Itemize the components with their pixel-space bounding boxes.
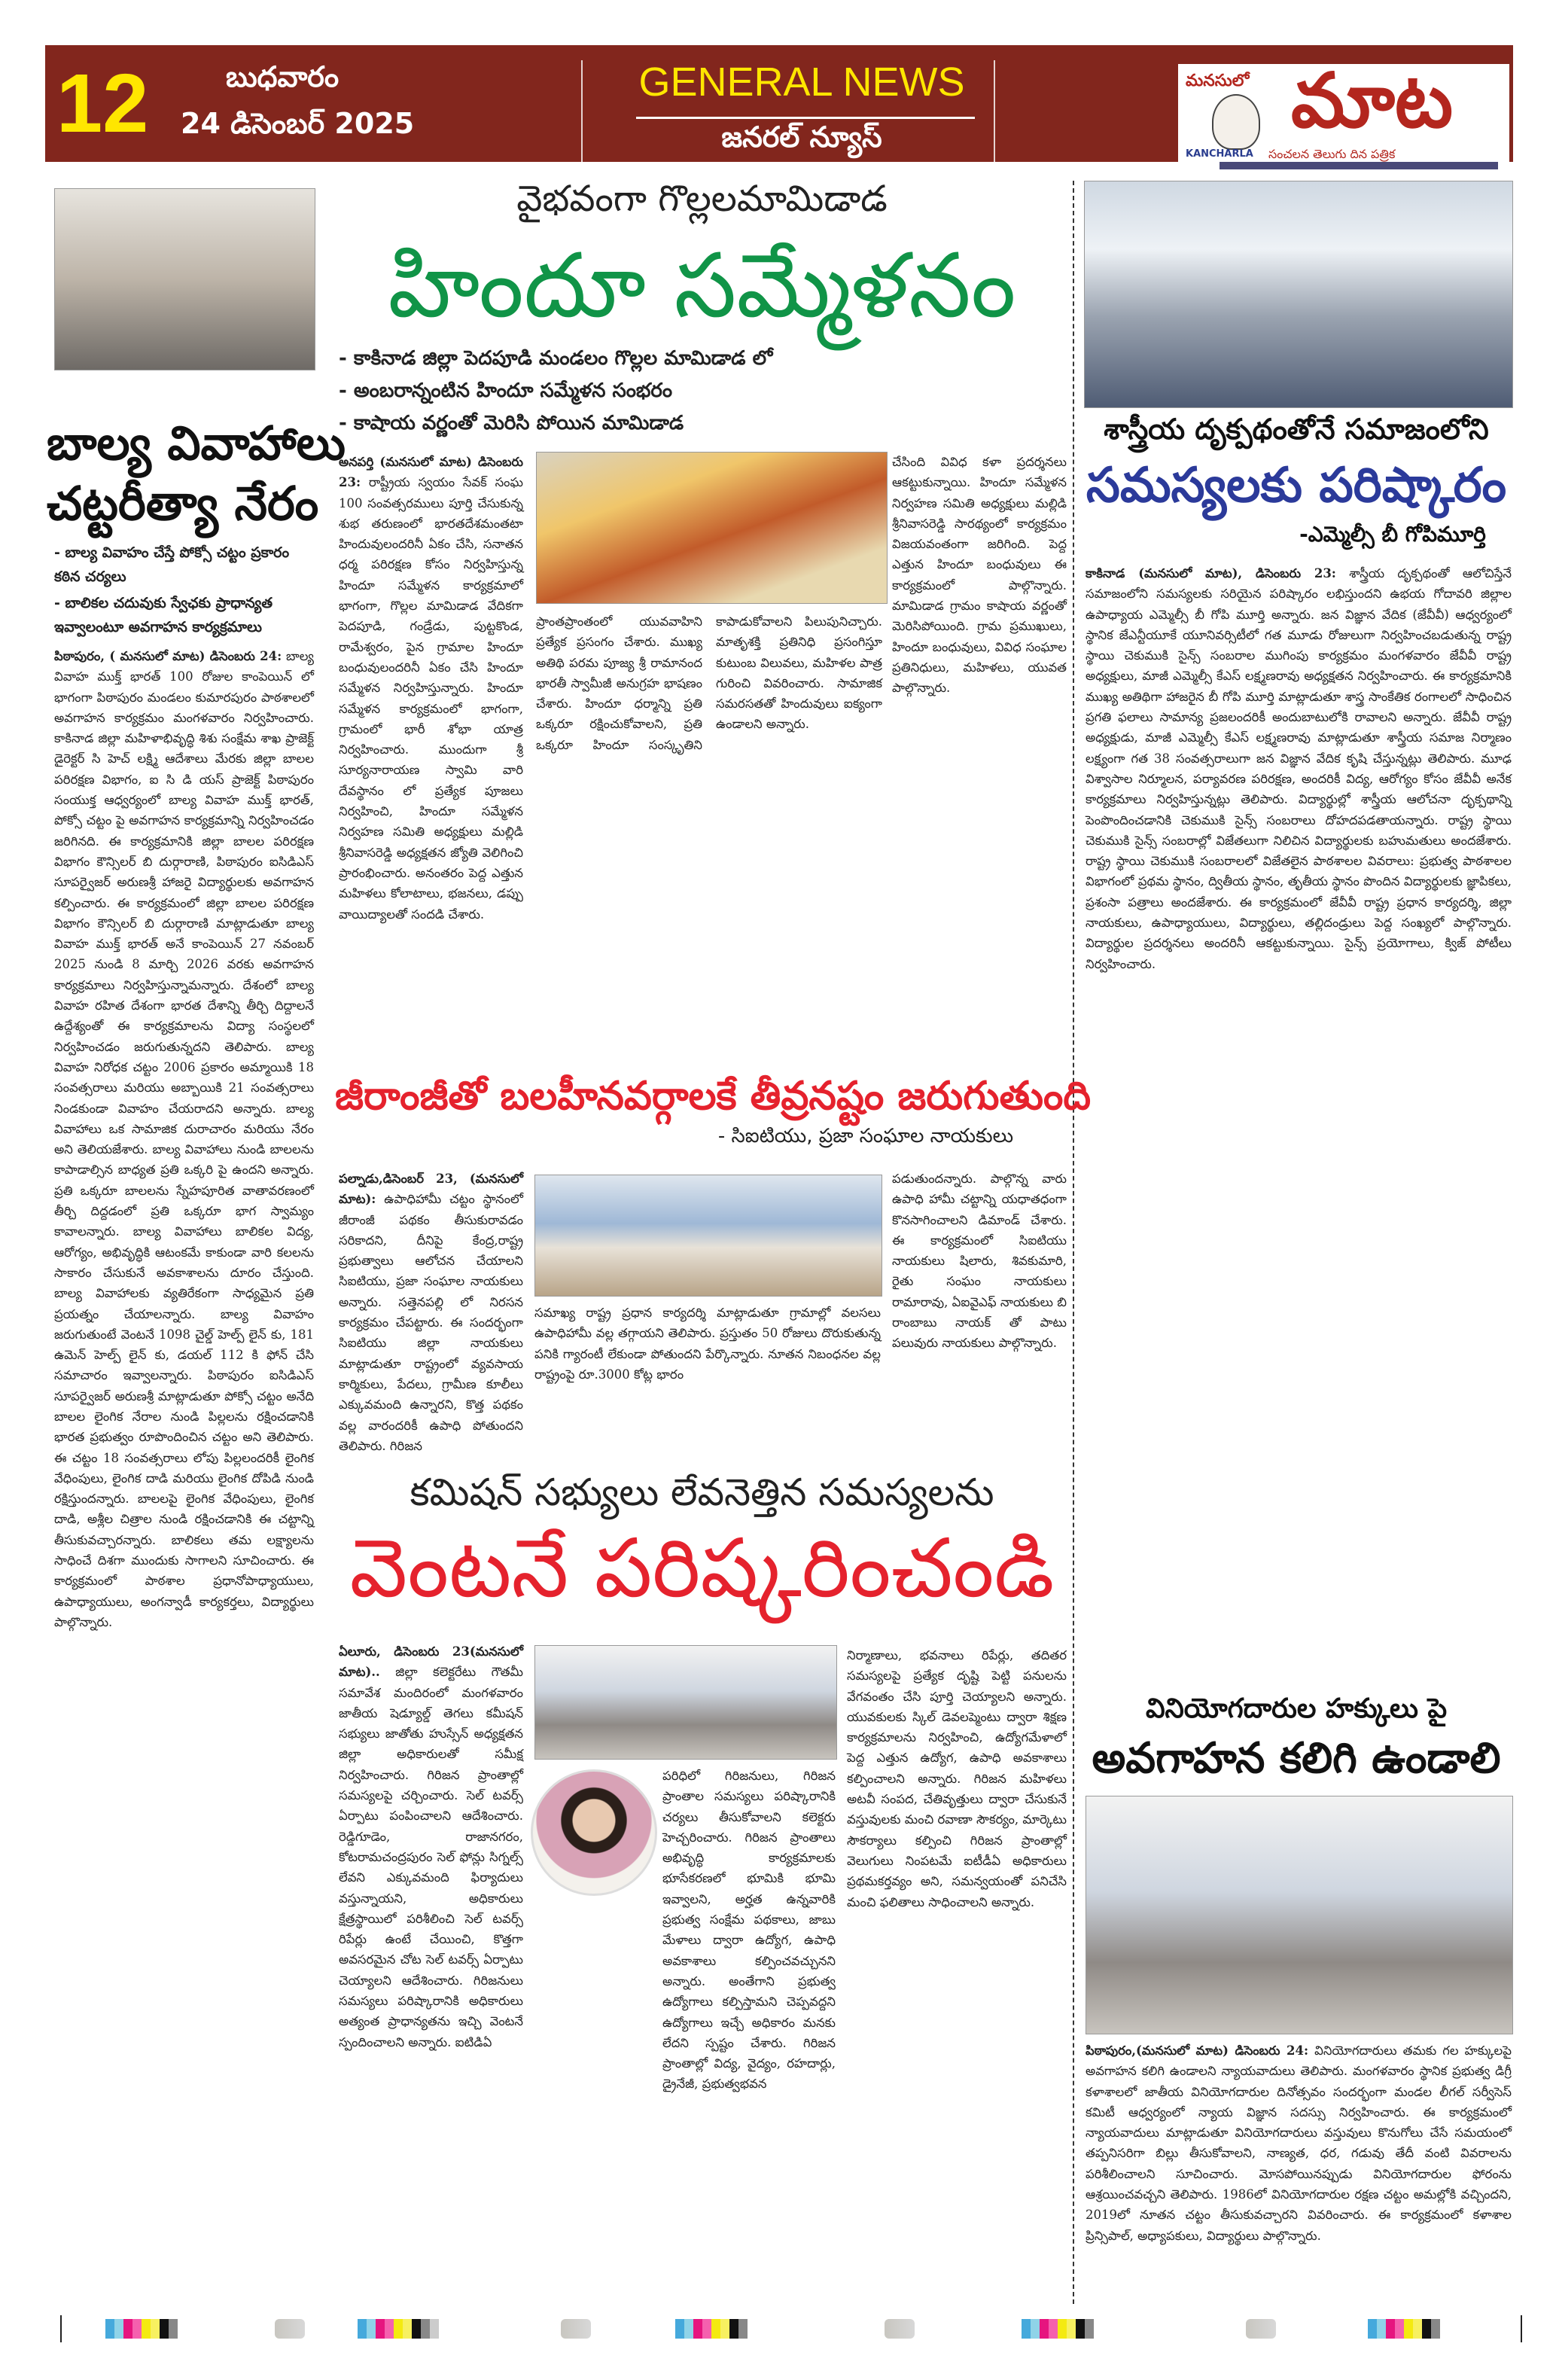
body-text: బాల్య వివాహ ముక్త్ భారత్ 100 రోజుల కాంపెయిన్ లో భాగంగా పిఠాపురం మండలం కుమారపురం పాఠశాలలో అవగాహన కార్యక్రమం మంగళవారం నిర్వహించారు. కాకినాడ జిల్లా మహిళాభివృద్ధి శిశు సంక్షేమ శాఖ ప్రాజెక్ట్ డైరెక్టర్ సి హెచ్ లక్ష్మి ఆదేశాలు మేరకు జిల్లా బాలల పరిరక్షణ విభాగం, ఐ సి డి యస్ ప్రాజెక్ట్ పిఠాపురం సంయుక్త ఆధ్వర్యంలో బాల్య వివాహ ముక్త్ భారత్, పోక్సో చట్టం పై అవగాహన కార్యక్రమాన్ని నిర్వహించడం జరిగినది. ఈ కార్యక్రమానికి జిల్లా బాలల పరిరక్షణ విభాగం కౌన్సిలర్ బి దుర్గారాణి, పిఠాపురం ఐసిడిఎస్ సూపర్వైజర్ అరుణశ్రీ హాజరై విద్యార్థులకు అవగాహన కల్పించారు. ఈ కార్యక్రమంలో జిల్లా బాలల పరిరక్షణ విభాగం కౌన్సిలర్ బి దుర్గారాణి మాట్లాడుతూ బాల్య వివాహ ముక్త్ భారత్ అనే కాంపెయిన్ 27 నవంబర్ 2025 నుండి 8 మార్చి 2026 వరకు అవగాహన కార్యక్రమాలు నిర్వహిస్తున్నామన్నారు. దేశంలో బాల్య వివాహ రహిత దేశంగా భారత దేశాన్ని తీర్చి దిద్దాలనే ఉద్దేశ్యంతో ఈ కార్యక్రమాలను విద్యా సంస్థలలో నిర్వహించడం జరుగుతున్నదని తెలిపారు. బాల్య వివాహ నిరోధక చట్టం 2006 ప్రకారం అమ్మాయికి 18 సంవత్సరాలు మరియు అబ్బాయికి 21 సంవత్సరాలు నిండకుండా వివాహం చేయరాదని అన్నారు. బాల్య వివాహాలు ఒక సామాజిక దురాచారం మరియు నేరం అని తెలియజేశారు. బాల్య వివాహాలు నుండి బాలలను కాపాడాల్సిన బాధ్యత ప్రతి ఒక్కరి పై ఉందని అన్నారు. ప్రతి ఒక్కరూ బాలలను స్నేహపూరిత వాతావరణంలో తీర్చి దిద్దడంలో ప్రతి ఒక్కరూ భాగ స్వామ్యం కావాలన్నారు. బాల్య వివాహాలు బాలికల విద్య, ఆరోగ్యం, అభివృద్ధికి ఆటంకమే కాకుండా వారి కలలను సాకారం చేసుకునే అవకాశాలను దూరం చేస్తుంది. బాల్య వివాహాలకు వ్యతిరేకంగా సాధ్యమైన ప్రతి ప్రయత్నం చేయాలన్నారు. బాల్య వివాహం జరుగుతుంటే వెంటనే 1098 చైల్డ్ హెల్ప్ లైన్ కు, 181 ఉమెన్ హెల్ప్ లైన్ కు, డయల్ 112 కి ఫోన్ చేసి సమాచారం ఇవ్వాలన్నారు. పిఠాపురం ఐసిడిఎస్ సూపర్వైజర్ అరుణశ్రీ మాట్లాడుతూ పోక్సో చట్టం అనేది బాలల లైంగిక నేరాల నుండి పిల్లలను రక్షించడానికి భారత ప్రభుత్వం రూపొందించిన చట్టం అని తెలిపారు. ఈ చట్టం 18 సంవత్సరాలు లోపు పిల్లలందరికీ లైంగిక వేధింపులు, లైంగిక దాడి మరియు లైంగిక దోపిడి నుండి రక్షిస్తుందన్నారు. బాలలపై లైంగిక వేధింపులు, లైంగిక దాడి, అశ్లీల చిత్రాల నుండి రక్షించడానికి ఈ చట్టాన్ని తీసుకువచ్చారన్నారు. బాలికలు తమ లక్ష్యాలను సాధించే దిశగా ముందుకు సాగాలని సూచించారు. ఈ కార్యక్రమంలో పాఠశాల ప్రధానోపాధ్యాయులు, ఉపాధ్యాయులు, అంగన్వాడీ కార్యకర్తలు, విద్యార్థులు పాల్గొన్నారు. (54, 649, 314, 1629)
article-body: నిర్మాణాలు, భవనాలు రిపేర్లు, తదితర సమస్యలపై ప్రత్యేక దృష్టి పెట్టి పనులను వేగవంతం చేసి పూర్తి చెయ్యాలని అన్నారు. యువకులకు స్కిల్ డెవలప్మెంటు ద్వారా శిక్షణ కార్యక్రమాలను నిర్వహించి, ఉద్యోగమేళాలో పెద్ద ఎత్తున ఉద్యోగ, ఉపాధి అవకాశాలు కల్పించాలని అన్నారు. గిరిజన మహిళలు అటవీ సంపద, చేతివృత్తులు ద్వారా చేసుకునే వస్తువులకు మంచి రవాణా సౌకర్యం, మార్కెటు సౌకర్యాలు కల్పించి గిరిజన ప్రాంతాల్లో వెలుగులు నింపటమే ఐటీడీఏ అధికారులు ప్రథమకర్తవ్యం అని, సమన్వయంతో పనిచేసి మంచి ఫలితాలు సాధించాలని అన్నారు. (847, 1648, 1067, 1909)
logo-brand: KANCHARLA (1186, 148, 1253, 160)
registration-mark (60, 2315, 62, 2342)
kicker: శాస్త్రీయ దృక్పథంతోనే సమాజంలోని (1104, 413, 1489, 446)
color-bar (1022, 2319, 1094, 2339)
headline: హిందూ సమ్మేళనం (388, 233, 1016, 337)
dateline: అనపర్తి (మనసులో మాట) డిసెంబరు 23: (339, 455, 523, 490)
official-portrait (531, 1769, 657, 1896)
logo-big-text: మాట (1291, 56, 1454, 145)
article-body (339, 1169, 524, 1453)
grey-patch (1246, 2319, 1276, 2339)
registration-mark (1521, 2315, 1522, 2342)
article-body (1086, 2040, 1512, 2296)
divider (636, 117, 975, 119)
section-title-en: GENERAL NEWS (638, 59, 965, 105)
newspaper-logo (1178, 56, 1509, 169)
body-text: శాస్త్రీయ దృక్పథంతో ఆలోచిస్తేనే సమాజంలోని సమస్యలకు సరియైన పరిష్కారం లభిస్తుందని ఉభయ గోదావరి జిల్లాల ఉపాధ్యాయ ఎమ్మెల్సీ బీ గోపి మూర్తి అన్నారు. జన విజ్ఞాన వేదిక (జేవీవీ) ఆధ్వర్యంలో స్థానిక జేఎన్టీయూకే యూనివర్సిటీలో గత మూడు రోజులుగా నిర్వహించబడుతున్న రాష్ట్ర స్థాయి చెకుముకి సైన్స్ సంబరాల ముగింపు కార్యక్రమం మంగళవారం జేవీవీ రాష్ట్ర అధ్యక్షులు, మాజీ ఎమ్మెల్సీ కేఎస్ లక్ష్మణరావు అధ్యక్షతన నిర్వహించారు. ఈ కార్యక్రమానికి ముఖ్య అతిథిగా హాజరైన బీ గోపి మూర్తి మాట్లాడుతూ శాస్త్ర సాంకేతిక రంగాలలో సాధించిన ప్రగతి ఫలాలు సామాన్య ప్రజలందరికీ అందుబాటులోకి రావాలని అన్నారు. జేవీవీ రాష్ట్ర అధ్యక్షుడు, మాజీ ఎమ్మెల్సీ కేఎస్ లక్ష్మణరావు మాట్లాడుతూ శాస్త్రీయ సమాజ నిర్మాణం లక్ష్యంగా గత 38 సంవత్సరాలుగా జన విజ్ఞాన వేదిక కృషి చేస్తున్నట్లు తెలిపారు. మూఢ విశ్వాసాల నిర్మూలన, పర్యావరణ పరిరక్షణ, అందరికీ విద్య, ఆరోగ్యం కోసం జేవీవీ అనేక కార్యక్రమాలు నిర్వహిస్తున్నట్లు తెలిపారు. విద్యార్థుల్లో శాస్త్రీయ ఆలోచనా దృక్పథాన్ని పెంపొందించడానికి చెకుముకి సైన్స్ సంబరాలు దోహదపడతాయన్నారు. రాష్ట్ర స్థాయి చెకుముకి సైన్స్ సంబరాల్లో విజేతలుగా నిలిచిన విద్యార్థులకు బహుమతులు అందజేశారు. రాష్ట్ర స్థాయి చెకుముకి సంబరాలలో విజేతలైన పాఠశాలల వివరాలు: ప్రభుత్వ పాఠశాలల విభాగంలో ప్రథమ స్థానం, ద్వితీయ స్థానం, తృతీయ స్థానం పొందిన విద్యార్థులకు జ్ఞాపికలు, ప్రశంసా పత్రాలు అందజేశారు. ఈ కార్యక్రమంలో జేవీవీ రాష్ట్ర ప్రధాన కార్యదర్శి, జిల్లా నాయకులు, ఉపాధ్యాయులు, విద్యార్థులు, తల్లిదండ్రులు పెద్ద సంఖ్యలో పాల్గొన్నారు. విద్యార్థుల ప్రదర్శనలు అందరినీ ఆకట్టుకున్నాయి. సైన్స్ ప్రయోగాలు, క్విజ్ పోటీలు నిర్వహించారు. (1086, 566, 1512, 971)
section-title-te: జనరల్ న్యూస్ (721, 120, 882, 154)
article-photo (1084, 181, 1513, 408)
article-body: సమాఖ్య రాష్ట్ర ప్రధాన కార్యదర్శి మాట్లాడుతూ గ్రామాల్లో వలసలు ఉపాధిహామీ వల్ల తగ్గాయని తెలిపారు. ప్రస్తుతం 50 రోజులు దొరుకుతున్న పనికి గ్యారంటీ లేకుండా పోతుందని పేర్కొన్నారు. నూతన నిబంధనల వల్ల రాష్ట్రంపై రూ.3000 కోట్ల భారం (534, 1306, 881, 1382)
page-number: 12 (56, 57, 149, 150)
subheadline: - కాకినాడ జిల్లా పెదపూడి మండలం గొల్లల మామిడాడ లో (339, 347, 773, 370)
logo-bar (1220, 162, 1498, 169)
headline: సమస్యలకు పరిష్కారం (1086, 458, 1507, 513)
headline: చట్టరీత్యా నేరం (47, 476, 319, 531)
masthead (45, 45, 1513, 162)
subheadline: - కాషాయ వర్ణంతో మెరిసి పోయిన మామిడాడ (339, 412, 684, 434)
kicker: కమిషన్ సభ్యులు లేవనెత్తిన సమస్యలను (410, 1470, 994, 1514)
divider (581, 60, 583, 162)
kicker: వైభవంగా గొల్లలమామిడాడ (516, 178, 888, 220)
article-body: ప్రాంతప్రాంతంలో యువవాహిని ప్రత్యేక ప్రసంగం చేశారు. ముఖ్య అతిథి పరమ పూజ్య శ్రీ రామానంద భారతీ స్వామీజీ అనుగ్రహ భాషణం చేశారు. హిందూ ధర్మాన్ని ప్రతి ఒక్కరూ రక్షించుకోవాలని, ప్రతి ఒక్కరూ హిందూ సంస్కృతిని కాపాడుకోవాలని పిలుపునిచ్చారు. మాతృశక్తి ప్రతినిధి ప్రసంగిస్తూ కుటుంబ విలువలు, మహిళల పాత్ర గురించి వివరించారు. సామాజిక సమరసతతో హిందువులు ఐక్యంగా ఉండాలని అన్నారు. (536, 614, 882, 752)
color-bar (105, 2319, 178, 2339)
article-body: పడుతుందన్నారు. పాల్గొన్న వారు ఉపాధి హామీ చట్టాన్ని యధాతధంగా కొనసాగించాలని డిమాండ్ చేశారు. ఈ కార్యక్రమంలో సిఐటియు నాయకులు షిలారు, శివకుమారి, రైతు సంఘం నాయకులు రామారావు, ఏఐవైఎఫ్ నాయకులు బి రాంబాబు నాయక్ తో పాటు పలువురు నాయకులు పాల్గొన్నారు. (892, 1172, 1067, 1351)
divider (994, 60, 995, 162)
article-photo (54, 188, 315, 370)
byline: - సిఐటియు, ప్రజా సంఘాల నాయకులు (717, 1125, 1014, 1147)
kicker: వినియోగదారుల హక్కులు పై (1145, 1693, 1448, 1724)
color-bar (675, 2319, 748, 2339)
article-photo (536, 452, 888, 604)
article-body (1086, 563, 1512, 1666)
article-photo (534, 1175, 882, 1297)
date-label: 24 డిసెంబర్ 2025 (181, 107, 415, 140)
day-label: బుధవారం (226, 60, 340, 93)
dateline: ఏలూరు, డిసెంబరు 23(మనసులో మాట).. (339, 1644, 523, 1680)
subheadline: - అంబరాన్నంటిన హిందూ సమ్మేళన సంభరం (339, 379, 673, 402)
article-body (339, 1641, 523, 2296)
dateline: పల్నాడు,డిసెంబర్ 23, (మనసులో మాట): (339, 1172, 523, 1207)
logo-small-text: మనసులో (1186, 72, 1250, 90)
column-divider (1073, 181, 1074, 2304)
logo-portrait-icon (1212, 94, 1260, 150)
headline: అవగాహన కలిగి ఉండాలి (1092, 1734, 1501, 1783)
logo-tagline: సంచలన తెలుగు దిన పత్రిక (1268, 147, 1396, 161)
article-body: చేసింది వివిధ కళా ప్రదర్శనలు ఆకట్టుకున్నాయి. హిందూ సమ్మేళన నిర్వహణ సమితి అధ్యక్షులు మల్లిడి శ్రీనివాసరెడ్డి సారథ్యంలో కార్యక్రమం విజయవంతంగా జరిగింది. పెద్ద ఎత్తున హిందూ బంధువులు ఈ కార్యక్రమంలో పాల్గొన్నారు. మామిడాడ గ్రామం కాషాయ వర్ణంతో మెరిసిపోయింది. గ్రామ ప్రముఖులు, హిందూ బంధువులు, వివిధ సంఘాల ప్రతినిధులు, మహిళలు, యువత పాల్గొన్నారు. (892, 455, 1067, 696)
headline: బాల్య వివాహాలు (47, 416, 346, 471)
body-text: రాష్ట్రీయ స్వయం సేవక్ సంఘ 100 సంవత్సరములు పూర్తి చేసుకున్న శుభ తరుణంలో భారతదేశమంతటా హిందువులందరినీ ఏకం చేసి, సనాతన ధర్మ పరిరక్షణ కోసం నిర్వహిస్తున్న హిందూ సమ్మేళన కార్యక్రమాలో భాగంగా, గొల్లల మామిడాడ వేదికగా పెదపూడి, గండ్రేడు, పుట్టకొండ, రామేశ్వరం, పైన గ్రామాల హిందూ బంధువులందరినీ ఏకం చేసి హిందూ సమ్మేళన నిర్వహిస్తున్నారు. హిందూ సమ్మేళన కార్యక్రమంలో భాగంగా, గ్రామంలో భారీ శోభా యాత్ర నిర్వహించారు. ముందుగా శ్రీ సూర్యనారాయణ స్వామి వారి దేవస్థానం లో ప్రత్యేక పూజలు నిర్వహించి, హిందూ సమ్మేళన నిర్వహణ సమితి అధ్యక్షులు మల్లిడి శ్రీనివాసరెడ్డి అధ్యక్షతన జ్యోతి వెలిగించి ప్రారంభించారు. అనంతరం పెద్ద ఎత్తున మహిళలు కోలాటాలు, భజనలు, డప్పు వాయిద్యాలతో సందడి చేశారు. (339, 475, 523, 922)
subheadline: - బాల్య వివాహం చేస్తే పోక్సో చట్టం ప్రకారం కఠిన చర్యలు (54, 544, 290, 585)
headline: జీరాంజీతో బలహీనవర్గాలకే తీవ్రనష్టం జరుగుతుంది (335, 1074, 1092, 1119)
body-text: ఉపాధిహామీ చట్టం స్థానంలో జీరాంజీ పథకం తీసుకురావడం సరికాదని, దీనిపై కేంద్ర,రాష్ట్ర ప్రభుత్వాలు ఆలోచన చేయాలని సిఐటియు, ప్రజా సంఘాల నాయకులు అన్నారు. సత్తెనపల్లి లో నిరసన కార్యక్రమం చేపట్టారు. ఈ సందర్భంగా సిఐటియు జిల్లా నాయకులు మాట్లాడుతూ రాష్ట్రంలో వ్యవసాయ కార్మికులు, పేదలు, గ్రామీణ కూలీలు ఎక్కువమంది ఉన్నారని, కొత్త పథకం వల్ల వారందరికీ ఉపాధి పోతుందని తెలిపారు. గిరిజన (339, 1192, 524, 1453)
article-body (54, 646, 314, 2295)
dateline: కాకినాడ (మనసులో మాట), డిసెంబరు 23: (1086, 566, 1336, 581)
body-text: వినియోగదారులు తమకు గల హక్కులపై అవగాహన కలిగి ఉండాలని న్యాయవాదులు తెలిపారు. మంగళవారం స్థానిక ప్రభుత్వ డిగ్రీ కళాశాలలో జాతీయ వినియోగదారుల దినోత్సవం సందర్భంగా మండల లీగల్ సర్వీసెస్ కమిటీ ఆధ్వర్యంలో న్యాయ విజ్ఞాన సదస్సు నిర్వహించారు. ఈ కార్యక్రమంలో న్యాయవాదులు మాట్లాడుతూ వినియోగదారులు వస్తువులు కొనుగోలు చేసే సమయంలో తప్పనిసరిగా బిల్లు తీసుకోవాలని, నాణ్యత, ధర, గడువు తేదీ వంటి వివరాలను పరిశీలించాలని సూచించారు. మోసపోయినప్పుడు వినియోగదారుల ఫోరంను ఆశ్రయించవచ్చని తెలిపారు. 1986లో వినియోగదారుల రక్షణ చట్టం అమల్లోకి వచ్చిందని, 2019లో నూతన చట్టం తీసుకువచ్చారని వివరించారు. ఈ కార్యక్రమంలో కళాశాల ప్రిన్సిపాల్, అధ్యాపకులు, విద్యార్థులు పాల్గొన్నారు. (1086, 2043, 1512, 2243)
dateline: పిఠాపురం, ( మనసులో మాట) డిసెంబరు 24: (54, 649, 282, 663)
article-body (339, 452, 523, 1069)
subheadline: - బాలికల చదువుకు స్వేఛకు ప్రాధాన్యత ఇవ్వాలంటూ అవగాహన కార్యక్రమాలు (54, 595, 273, 635)
article-body: పరిధిలో గిరిజనులు, గిరిజన ప్రాంతాల సమస్యలు పరిష్కారానికి చర్యలు తీసుకోవాలని కలెక్టరు హెచ్చరించారు. గిరిజన ప్రాంతాలు అభివృద్ధి కార్యక్రమాలకు భూసేకరణలో భూమికి భూమి ఇవ్వాలని, అర్హత ఉన్నవారికి ప్రభుత్వ సంక్షేమ పథకాలు, జాబు మేళాలు ద్వారా ఉద్యోగ, ఉపాధి అవకాశాలు కల్పించవచ్చునని అన్నారు. అంతేగాని ప్రభుత్వ ఉద్యోగాలు కల్పిస్తామని చెప్పవద్దని ఉద్యోగాలు ఇచ్చే అధికారం మనకు లేదని స్పష్టం చేశారు. గిరిజన ప్రాంతాల్లో విద్య, వైద్యం, రహదార్లు, డ్రైనేజీ, ప్రభుత్వభవన (662, 1769, 836, 2092)
color-bar (1368, 2319, 1440, 2339)
byline: -ఎమ్మెల్సీ బీ గోపిమూర్తి (1299, 522, 1486, 547)
grey-patch (885, 2319, 915, 2339)
headline: వెంటనే పరిష్కరించండి (349, 1522, 1055, 1616)
body-text: జిల్లా కలెక్టరేటు గౌతమీ సమావేశ మందిరంలో మంగళవారం జాతీయ షెడ్యూల్డ్ తెగలు కమీషన్ సభ్యులు జాతోతు హుస్సేన్ అధ్యక్షతన జిల్లా అధికారులతో సమీక్ష నిర్వహించారు. గిరిజన ప్రాంతాల్లో సమస్యలపై చర్చించారు. సెల్ టవర్స్ ఏర్పాటు పంపించాలని ఆదేశించారు. రెడ్డిగూడెం, రాజానగరం, కోటరామచంద్రపురం సెల్ ఫోన్లు సిగ్నల్స్ లేవని ఎక్కువమంది ఫిర్యాదులు వస్తున్నాయని, అధికారులు క్షేత్రస్థాయిలో పరిశీలించి సెల్ టవర్స్ రిపేర్లు ఉంటే చేయించి, కొత్తగా అవసరమైన చోట సెల్ టవర్స్ ఏర్పాటు చెయ్యాలని ఆదేశించారు. గిరిజనులు సమస్యలు పరిష్కారానికి అధికారులు అత్యంత ప్రాధాన్యతను ఇచ్చి వెంటనే స్పందించాలని అన్నారు. ఐటిడిఏ (339, 1665, 523, 2049)
dateline: పిఠాపురం,(మనసులో మాట) డిసెంబరు 24: (1086, 2043, 1309, 2058)
grey-patch (275, 2319, 305, 2339)
article-photo (534, 1645, 837, 1760)
article-photo (1086, 1796, 1513, 2034)
color-bar (358, 2319, 439, 2339)
grey-patch (561, 2319, 591, 2339)
